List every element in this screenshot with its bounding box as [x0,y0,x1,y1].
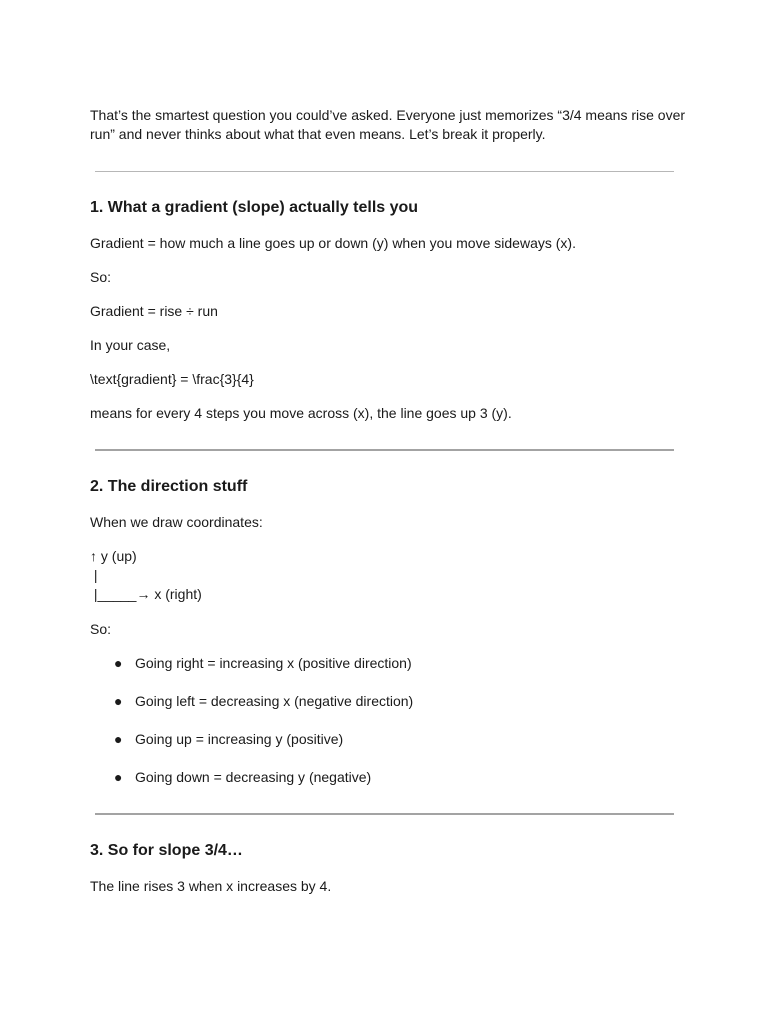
divider [95,449,674,451]
paragraph: Gradient = rise ÷ run [90,303,218,319]
bullet-list [90,654,685,786]
paragraph: In your case, [90,337,171,353]
bullet-icon: ● [114,655,123,671]
list-item [90,654,685,672]
coordinate-sketch-line: |_____→ x (right) [90,586,202,602]
paragraph: The line rises 3 when x increases by 4. [90,878,332,894]
intro-paragraph: That’s the smartest question you could’ve asked. Everyone just memorizes “3/4 means rise over run” and never thinks about what that even means. Let’s break it properly. [90,107,686,142]
divider [95,813,674,815]
section-heading-gradient: 1. What a gradient (slope) actually tells you [90,199,419,216]
list-item-text: Going up = increasing y (positive) [135,731,344,747]
paragraph: When we draw coordinates: [90,514,263,530]
document-page [90,106,685,895]
paragraph: So: [90,621,112,637]
bullet-icon: ● [114,693,123,709]
coordinate-sketch [90,547,685,604]
list-item [90,730,685,748]
list-item-text: Going left = decreasing x (negative direction) [135,693,414,709]
paragraph: Gradient = how much a line goes up or down (y) when you move sideways (x). [90,235,576,251]
divider [95,171,674,172]
coordinate-sketch-line: | [90,567,98,583]
section-heading-slope: 3. So for slope 3/4… [90,842,243,859]
paragraph: So: [90,269,112,285]
bullet-icon: ● [114,731,123,747]
list-item [90,768,685,786]
list-item-text: Going right = increasing x (positive direction) [135,655,412,671]
latex-expression: \text{gradient} = \frac{3}{4} [90,371,254,387]
paragraph: means for every 4 steps you move across (x), the line goes up 3 (y). [90,405,512,421]
bullet-icon: ● [114,769,123,785]
list-item [90,692,685,710]
list-item-text: Going down = decreasing y (negative) [135,769,372,785]
section-heading-direction: 2. The direction stuff [90,478,248,495]
coordinate-sketch-line: ↑ y (up) [90,548,137,564]
